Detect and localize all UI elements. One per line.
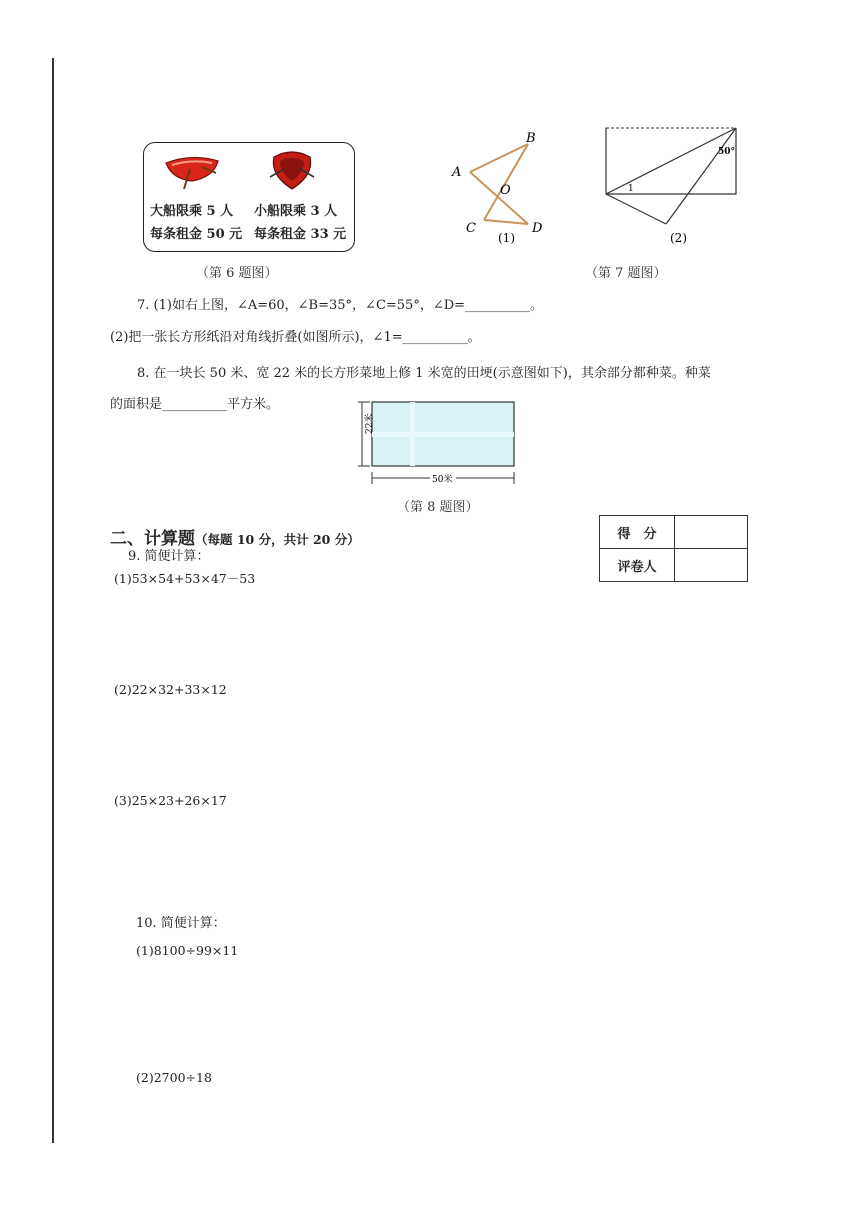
small-boat-price: 每条租金 33 元 — [254, 227, 347, 242]
boat-rental-figure — [143, 142, 355, 252]
label-b: B — [526, 131, 536, 146]
fig8-caption: （第 8 题图） — [397, 500, 479, 515]
label-d: D — [532, 221, 543, 236]
fig7-sub1: (1) — [498, 231, 515, 245]
fig8-length-label: 50米 — [432, 475, 453, 485]
q9-part1: (1)53×54+53×47－53 — [114, 571, 256, 586]
big-boat-icon — [162, 149, 222, 191]
q10-part1: (1)8100÷99×11 — [136, 943, 239, 958]
q9-part2: (2)22×32+33×12 — [114, 682, 227, 697]
fig7-crossed-triangles — [448, 128, 560, 248]
section-2-header — [110, 524, 360, 549]
fig7-caption: （第 7 题图） — [585, 266, 667, 281]
section-2-title: 二、计算题 — [110, 529, 195, 549]
label-o: O — [500, 183, 511, 198]
grader-value-cell[interactable] — [675, 549, 748, 582]
big-boat-price: 每条租金 50 元 — [150, 227, 243, 242]
score-table — [599, 515, 748, 582]
q8-line2: 的面积是__________平方米。 — [110, 397, 280, 412]
q10-title: 10. 简便计算： — [136, 916, 226, 931]
small-boat-capacity: 小船限乘 3 人 — [254, 204, 338, 219]
q9-part3: (3)25×23+26×17 — [114, 793, 227, 808]
grader-label: 评卷人 — [600, 549, 675, 582]
binding-margin-line — [52, 58, 54, 1143]
q7-part1: 7. (1)如右上图，∠A=60，∠B=35°，∠C=55°，∠D=__________。 — [137, 298, 544, 313]
small-boat-icon — [264, 147, 320, 193]
label-a: A — [452, 165, 462, 180]
fig7-angle-1: 1 — [628, 184, 634, 194]
q9-title: 9. 简便计算： — [128, 549, 210, 564]
q8-line1: 8. 在一块长 50 米、宽 22 米的长方形菜地上修 1 米宽的田埂(示意图如下)，其余部分都种菜。种菜 — [137, 366, 711, 381]
score-label: 得 分 — [600, 516, 675, 549]
fig7-angle-50: 50° — [718, 147, 736, 157]
label-c: C — [466, 221, 476, 236]
fig6-caption: （第 6 题图） — [196, 266, 278, 281]
section-2-note: （每题 10 分，共计 20 分） — [195, 532, 360, 547]
big-boat-capacity: 大船限乘 5 人 — [150, 204, 234, 219]
q10-part2: (2)2700÷18 — [136, 1070, 212, 1085]
fig7-folded-rectangle — [600, 124, 746, 248]
score-value-cell[interactable] — [675, 516, 748, 549]
fig7-sub2: (2) — [670, 231, 687, 245]
fig8-width-label: 22米 — [365, 413, 375, 434]
q7-part2: (2)把一张长方形纸沿对角线折叠(如图所示)，∠1=__________。 — [110, 330, 481, 345]
fig8-field-diagram — [354, 396, 524, 488]
